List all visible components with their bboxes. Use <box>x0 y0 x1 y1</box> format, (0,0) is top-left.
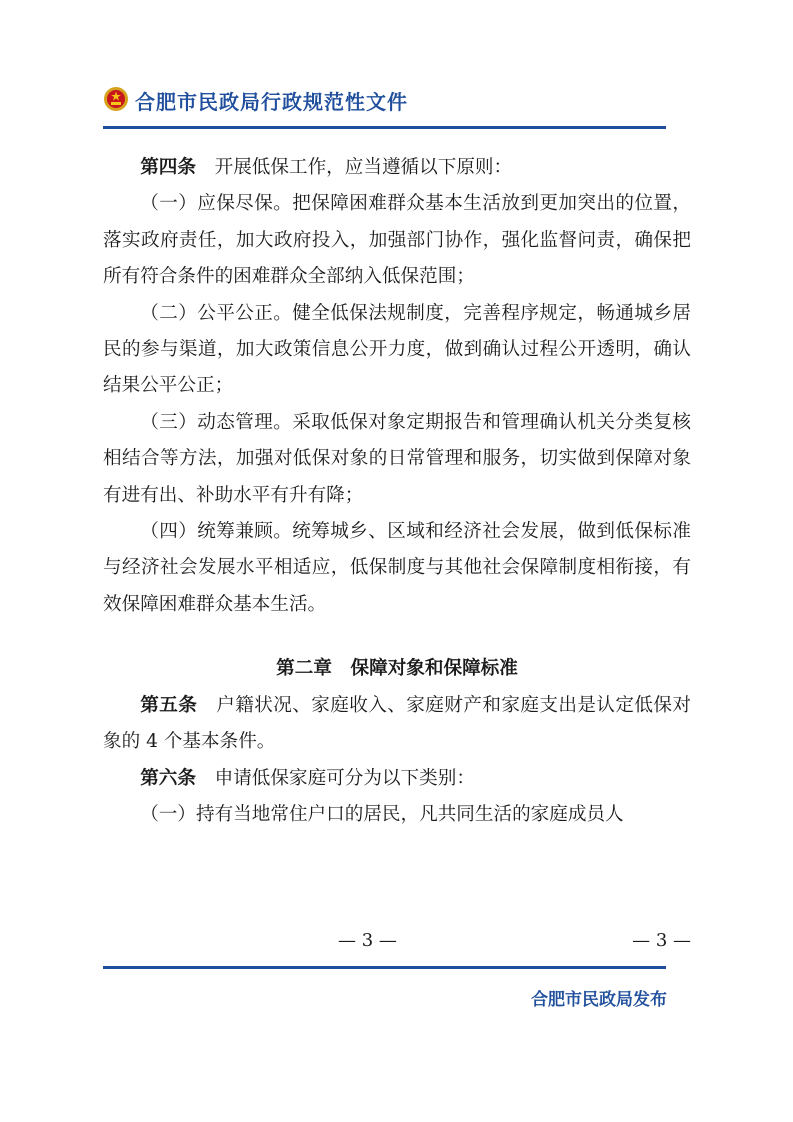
article-6-text: 申请低保家庭可分为以下类别： <box>214 767 475 789</box>
chapter-title: 第二章 保障对象和保障标准 <box>276 658 518 680</box>
article-4-lead: 第四条 <box>140 157 196 178</box>
footer-publisher: 合肥市民政局发布 <box>531 990 667 1010</box>
article-5-lead: 第五条 <box>140 694 198 716</box>
article-5-text: 户籍状况、家庭收入、家庭财产和家庭支出是认定低保对象的 4 个基本条件。 <box>103 694 691 753</box>
article-6-lead: 第六条 <box>140 767 196 789</box>
principle-4: （四）统筹兼顾。统筹城乡、区域和经济社会发展，做到低保标准与经济社会发展水平相适应，低保制度与其他社会保障制度相衔接，有效保障困难群众基本生活。 <box>103 521 691 615</box>
section-gap <box>103 623 691 651</box>
article-6 <box>103 761 691 797</box>
article-4-text: 开展低保工作，应当遵循以下原则： <box>214 157 513 178</box>
principle-1: （一）应保尽保。把保障困难群众基本生活放到更加突出的位置，落实政府责任，加大政府投入，加强部门协作，强化监督问责，确保把所有符合条件的困难群众全部纳入低保范围； <box>103 193 691 288</box>
footer-rule <box>103 966 666 969</box>
document-header <box>103 82 666 130</box>
national-emblem-icon <box>103 86 129 112</box>
principle-3: （三）动态管理。采取低保对象定期报告和管理确认机关分类复核相结合等方法，加强对低保对象的日常管理和服务，切实做到保障对象有进有出、补助水平有升有降； <box>103 411 691 506</box>
header-title: 合肥市民政局行政规范性文件 <box>135 90 408 114</box>
article-6-item-1: （一）持有当地常住户口的居民，凡共同生活的家庭成员人 <box>140 803 624 825</box>
document-body <box>103 150 691 833</box>
principle-2: （二）公平公正。健全低保法规制度，完善程序规定，畅通城乡居民的参与渠道，加大政策信息公开力度，做到确认过程公开透明，确认结果公平公正； <box>103 302 691 397</box>
page-number-right: — 3 — <box>632 930 691 951</box>
header-rule <box>103 126 666 129</box>
article-5 <box>103 688 691 761</box>
page-numbers <box>103 930 691 958</box>
page-number-center: — 3 — <box>338 930 397 951</box>
article-4 <box>103 150 691 186</box>
